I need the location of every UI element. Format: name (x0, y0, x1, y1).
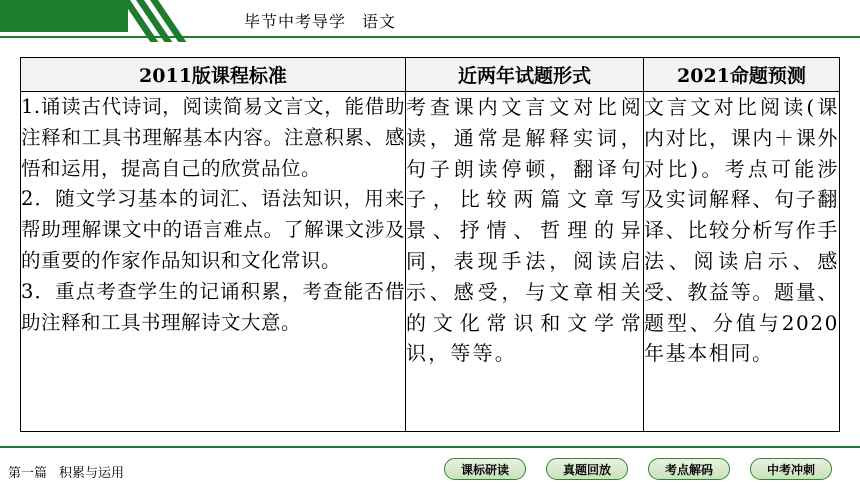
standard-item-3: 3．重点考查学生的记诵积累，考查能否借助注释和工具书理解诗文大意。 (21, 279, 405, 334)
footer-section-label (8, 462, 124, 481)
standard-item-1: 1.诵读古代诗词，阅读简易文言文，能借助注释和工具书理解基本内容。注意积累、感悟和运用，提高自己的欣赏品位。 (21, 95, 405, 180)
page-header (0, 0, 860, 40)
prediction-cell: 文言文对比阅读(课内对比，课内＋课外对比)。考点可能涉及实词解释、句子翻译、比较分析写作手法、阅读启示、感受、教益等。题量、题型、分值与2020年基本相同。 (644, 92, 840, 432)
curriculum-table (20, 57, 840, 432)
standard-cell (21, 92, 406, 432)
exam-format-cell: 考查课内文言文对比阅读，通常是解释实词，句子朗读停顿，翻译句子，比较两篇文章写景、抒情、哲理的异同，表现手法，阅读启示、感受，与文章相关的文化常识和文学常识，等等。 (406, 92, 644, 432)
section-name: 第一篇 (8, 466, 48, 481)
table-row (21, 92, 840, 432)
nav-button-final-sprint[interactable]: 中考冲刺 (750, 458, 832, 480)
nav-button-key-points[interactable]: 考点解码 (648, 458, 730, 480)
nav-button-curriculum[interactable]: 课标研读 (444, 458, 526, 480)
standard-item-2: 2．随文学习基本的词汇、语法知识，用来帮助理解课文中的语言难点。了解课文涉及的重要的作家作品知识和文化常识。 (21, 187, 405, 272)
header-title (244, 9, 396, 32)
header-decoration (0, 0, 128, 32)
subject-label: 语文 (362, 12, 397, 31)
header-divider (0, 36, 860, 38)
column-header-prediction: 2021命题预测 (644, 58, 840, 92)
column-header-standard: 2011版课程标准 (21, 58, 406, 92)
chapter-name: 积累与运用 (59, 466, 125, 481)
nav-button-past-exams[interactable]: 真题回放 (546, 458, 628, 480)
footer-divider (0, 446, 860, 448)
book-title: 毕节中考导学 (244, 12, 347, 31)
column-header-exam-format: 近两年试题形式 (406, 58, 644, 92)
table-header-row (21, 58, 840, 92)
